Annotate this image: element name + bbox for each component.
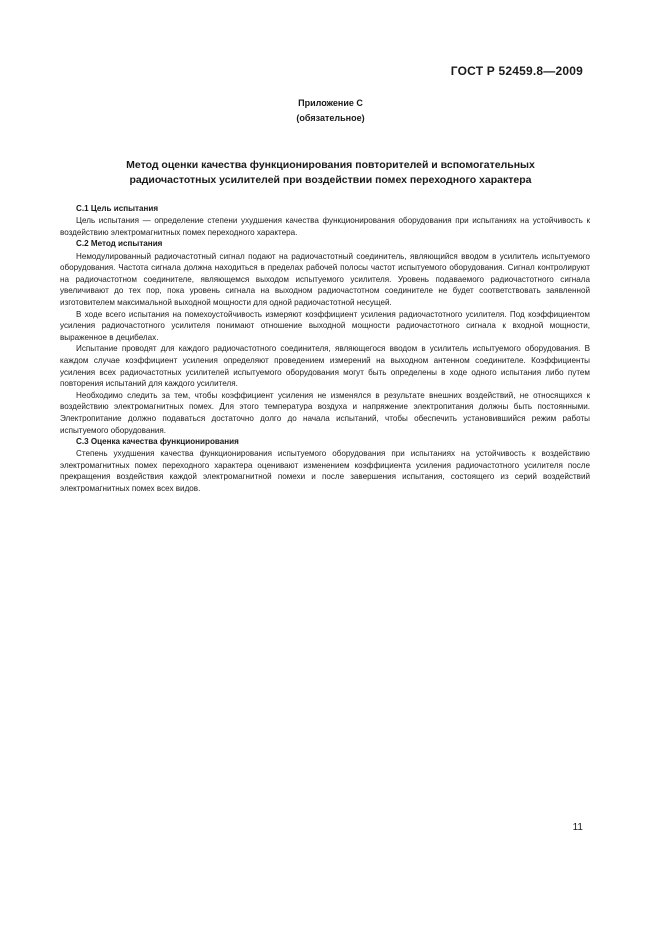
paragraph: Степень ухудшения качества функционирования испытуемого оборудования при испытаниях на устойчивость к воздействию электромагнитных помех переходного характера оценивают изменением коэффициента усиления радиочастотного усилителя после прекращения воздействия каждой электромагнитной помехи и после завершения испытания, состоящего из серий воздействий электромагнитных помех всех видов. [60, 449, 590, 494]
paragraph: В ходе всего испытания на помехоустойчивость измеряют коэффициент усиления радиочастотного усилителя. Под коэффициентом усиления радиочастотного усилителя понимают отношение выходной мощности радиочастотного сигнала к входной мощности, выраженное в децибелах. [60, 309, 590, 342]
title-line-2: радиочастотных усилителей при воздействии помех переходного характера [129, 174, 532, 186]
paragraph: Испытание проводят для каждого радиочастотного соединителя, являющегося вводом в усилитель испытуемого оборудования. В каждом случае коэффициент усиления определяют проведением измерений на выходном антенном соединителе. Коэффициенты усиления всех радиочастотных усилителей испытуемого оборудования могут быть определены в ходе одного испытания либо путем повторения испытаний для каждого усилителя. [60, 344, 590, 389]
appendix-label: Приложение С [298, 98, 363, 108]
section-heading: С.1 Цель испытания [76, 204, 159, 213]
paragraph: Немодулированный радиочастотный сигнал подают на радиочастотный соединитель, являющийся вводом в усилитель испытуемого оборудования. Частота сигнала должна находиться в пределах рабочей полосы частот испытуемого оборудования. Сигнал контролируют на радиочастотном соединителе, являющемся выходом испытуемого усилителя. Уровень подаваемого радиочастотного сигнала увеличивают до тех пор, пока уровень сигнала на выходном радиочастотном соединителе не будет соответствовать заявленной изготовителем максимальной выходной мощности для одной радиочастотной несущей. [60, 251, 590, 307]
title-line-1: Метод оценки качества функционирования повторителей и вспомогательных [126, 159, 535, 171]
section-heading: С.2 Метод испытания [76, 239, 163, 249]
paragraph: Необходимо следить за тем, чтобы коэффициент усиления не изменялся в результате внешних воздействий, не относящихся к воздействию электромагнитных помех. Для этого температура воздуха и напряжение электропитания должны быть постоянными. Электропитание должно подаваться достаточно долго до начала испытаний, чтобы обеспечить установившийся режим работы испытуемого оборудования. [60, 390, 590, 435]
document-title [60, 158, 601, 188]
paragraph: Цель испытания — определение степени ухудшения качества функционирования оборудования при испытаниях на устойчивость к воздействию электромагнитных помех переходного характера. [60, 216, 590, 237]
appendix-status: (обязательное) [296, 113, 365, 123]
section-c3 [60, 436, 590, 495]
document-body [60, 203, 590, 495]
section-heading: С.3 Оценка качества функционирования [76, 437, 239, 447]
standard-code: ГОСТ Р 52459.8—2009 [450, 64, 583, 78]
section-c1 [60, 203, 590, 238]
section-c2 [60, 238, 590, 436]
page-number: 11 [572, 822, 583, 833]
appendix-heading [0, 96, 661, 126]
